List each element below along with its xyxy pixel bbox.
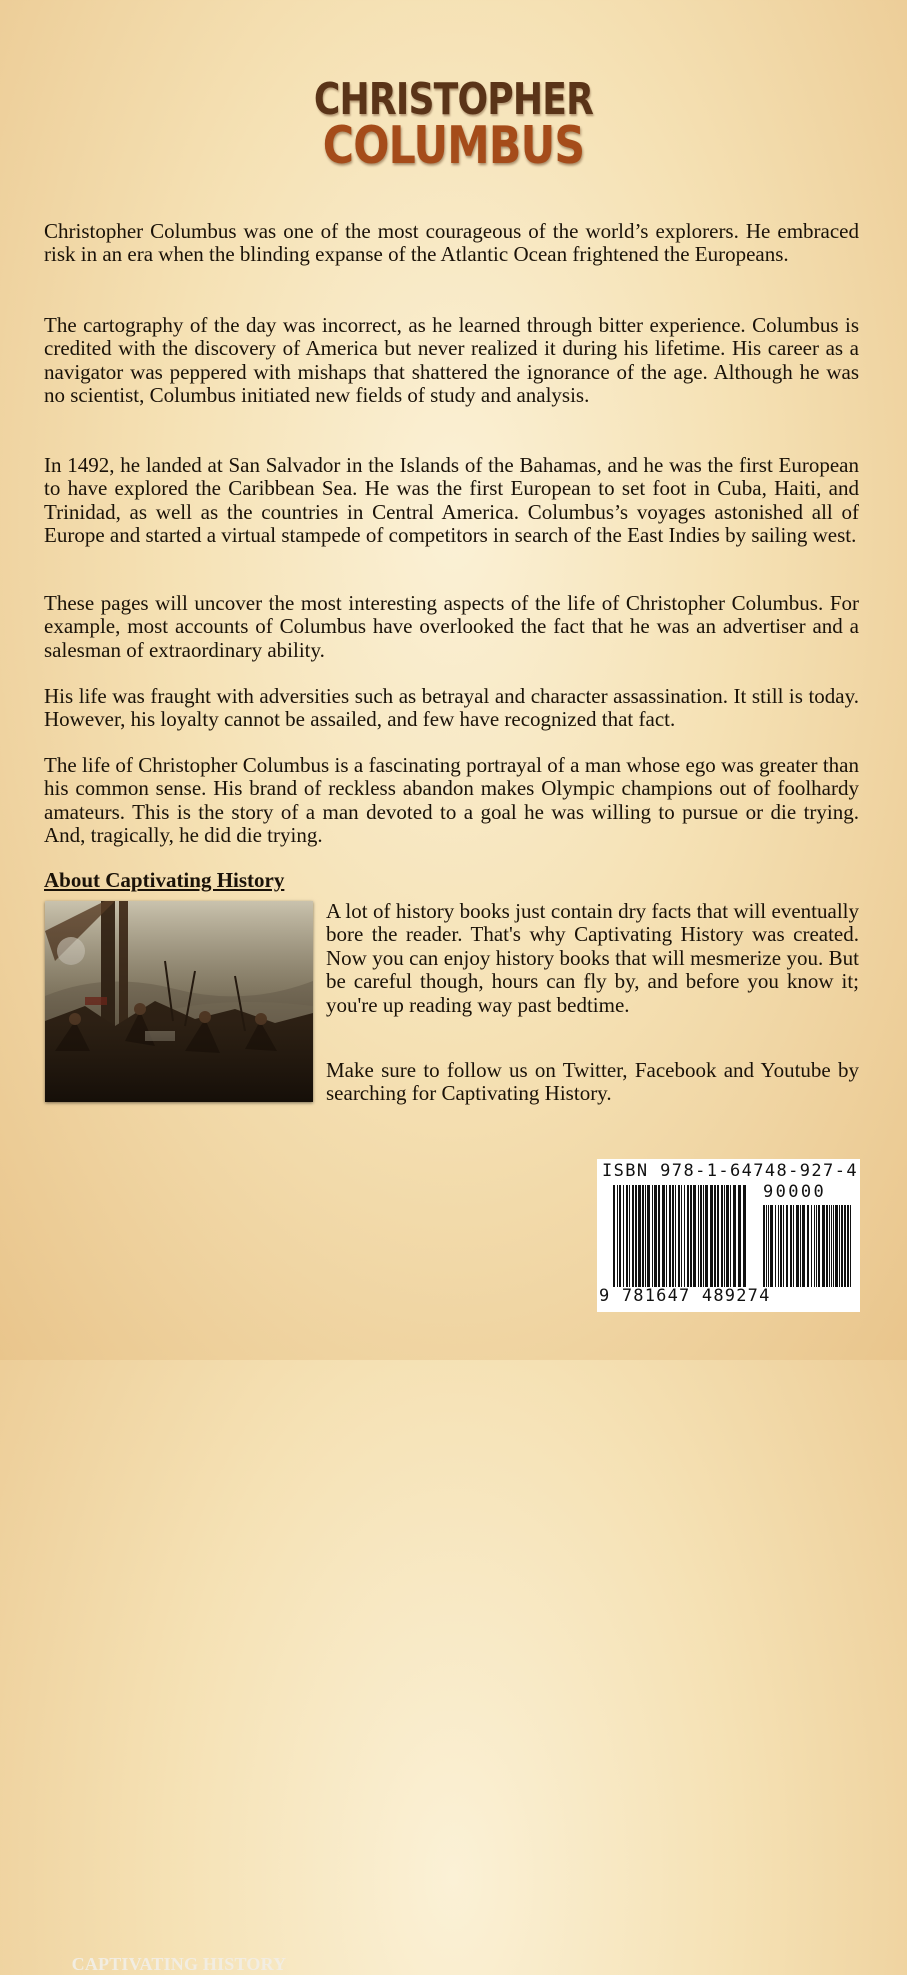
price-code: 90000 <box>763 1182 827 1202</box>
description-paragraph: Christopher Columbus was one of the most courageous of the world’s explorers. He embraced risk in an era when the blinding expanse of the Atlantic Ocean frightened the Europeans. <box>44 219 859 267</box>
description-paragraph: These pages will uncover the most interesting aspects of the life of Christopher Columbus. For example, most accounts of Columbus have overlooked the fact that he was an advertiser and a salesman of extraordinary ability. <box>44 591 859 662</box>
about-paragraph: A lot of history books just contain dry facts that will eventually bore the reader. That's why Captivating History was created. Now you can enjoy history books that will mesmerize you. But be careful though, hours can fly by, and before you know it; you're up reading way past bedtime. <box>326 899 859 1017</box>
about-heading: About Captivating History <box>44 868 285 892</box>
about-paragraph: Make sure to follow us on Twitter, Facebook and Youtube by searching for Captivating History. <box>326 1058 859 1106</box>
title-line-2: COLUMBUS <box>322 116 585 176</box>
description-paragraph: The life of Christopher Columbus is a fascinating portrayal of a man whose ego was greater than his common sense. His brand of reckless abandon makes Olympic champions out of foolhardy amateurs. This is the story of a man devoted to a goal he was willing to pursue or die trying. And, tragically, he did die trying. <box>44 753 859 848</box>
ean-number: 9 781647 489274 <box>599 1286 771 1306</box>
description-paragraph: The cartography of the day was incorrect, as he learned through bitter experience. Columbus is credited with the discovery of America but never realized it during his lifetime. His career as a navigator was peppered with mishaps that shattered the ignorance of the age. Although he was no scientist, Columbus initiated new fields of study and analysis. <box>44 313 859 408</box>
isbn-number: ISBN 978-1-64748-927-4 <box>602 1161 858 1181</box>
battle-painting-illustration <box>45 901 313 1102</box>
isbn-barcode <box>597 1159 860 1312</box>
description-paragraph: In 1492, he landed at San Salvador in the Islands of the Bahamas, and he was the first European to have explored the Caribbean Sea. He was the first European to set foot in Cuba, Haiti, and Trinidad, as well as the countries in Central America. Columbus’s voyages astonished all of Europe and started a virtual stampede of competitors in search of the East Indies by sailing west. <box>44 453 859 548</box>
description-paragraph: His life was fraught with adversities such as betrayal and character assassination. It still is today. However, his loyalty cannot be assailed, and few have recognized that fact. <box>44 684 859 732</box>
publisher-logo-text: CAPTIVATING HISTORY <box>71 1954 287 1974</box>
publisher-image <box>45 901 313 1974</box>
title-line-1: CHRISTOPHER <box>313 74 594 125</box>
